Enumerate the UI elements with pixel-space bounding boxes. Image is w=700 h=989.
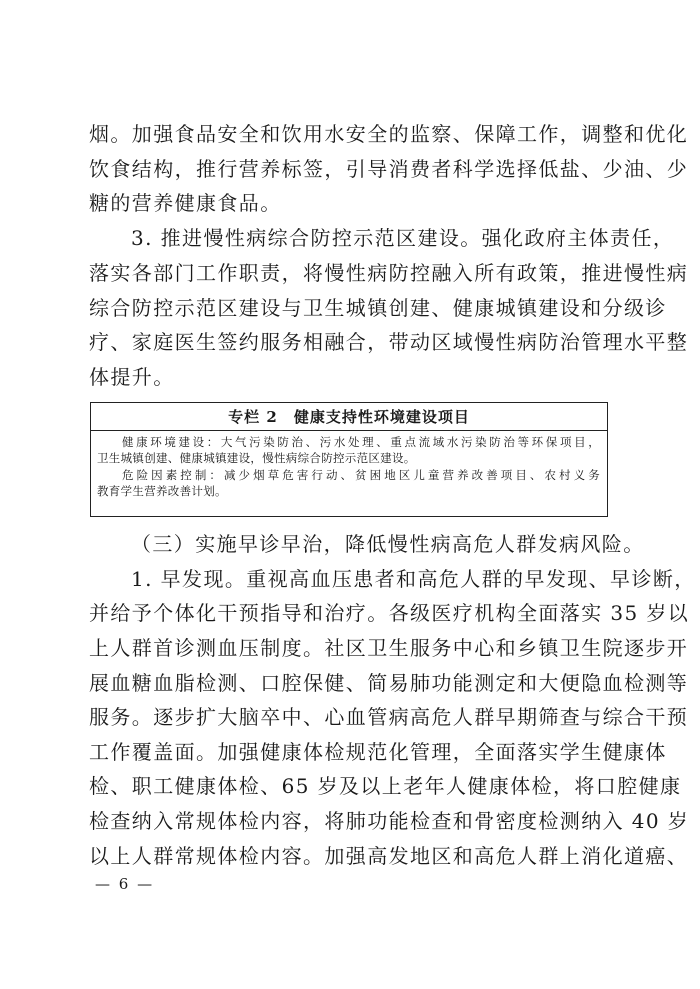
feature-box-title: 专栏 2 健康支持性环境建设项目 [228,408,470,426]
paragraph-line: 疗、家庭医生签约服务相融合，带动区域慢性病防治管理水平整 [89,330,689,354]
paragraph-line: 烟。加强食品安全和饮用水安全的监察、保障工作，调整和优化 [89,122,689,146]
paragraph-line: 3. 推进慢性病综合防控示范区建设。强化政府主体责任， [131,226,675,250]
paragraph-line: 检、职工健康体检、65 岁及以上老年人健康体检，将口腔健康 [89,774,682,798]
paragraph-line: 体提升。 [89,365,175,389]
section-heading: （三）实施早诊早治，降低慢性病高危人群发病风险。 [131,532,645,556]
paragraph-line: 上人群首诊测血压制度。社区卫生服务中心和乡镇卫生院逐步开 [89,636,689,660]
paragraph-line: 以上人群常规体检内容。加强高发地区和高危人群上消化道癌、 [89,844,689,868]
paragraph-line: 1. 早发现。重视高血压患者和高危人群的早发现、早诊断， [131,567,696,591]
paragraph-line: 服务。逐步扩大脑卒中、心血管病高危人群早期筛查与综合干预 [89,705,689,729]
feature-box-divider [91,430,607,431]
feature-box [90,402,608,517]
paragraph-line: 落实各部门工作职责，将慢性病防控融入所有政策，推进慢性病 [89,261,689,285]
paragraph-line: 工作覆盖面。加强健康体检规范化管理，全面落实学生健康体 [89,740,667,764]
page-number: — 6 — [95,875,155,893]
paragraph-line: 饮食结构，推行营养标签，引导消费者科学选择低盐、少油、少 [89,157,689,181]
feature-box-line: 健康环境建设：大气污染防治、污水处理、重点流域水污染防治等环保项目， [122,435,600,449]
paragraph-line: 检查纳入常规体检内容，将肺功能检查和骨密度检测纳入 40 岁 [89,809,690,833]
paragraph-line: 综合防控示范区建设与卫生城镇创建、健康城镇建设和分级诊 [89,296,667,320]
feature-box-line: 卫生城镇创建、健康城镇建设，慢性病综合防控示范区建设。 [97,451,416,465]
feature-box-line: 教育学生营养改善计划。 [97,484,227,498]
paragraph-line: 糖的营养健康食品。 [89,191,282,215]
feature-box-line: 危险因素控制：减少烟草危害行动、贫困地区儿童营养改善项目、农村义务 [122,468,600,482]
paragraph-line: 展血糖血脂检测、口腔保健、简易肺功能测定和大便隐血检测等 [89,671,689,695]
paragraph-line: 并给予个体化干预指导和治疗。各级医疗机构全面落实 35 岁以 [89,601,690,625]
